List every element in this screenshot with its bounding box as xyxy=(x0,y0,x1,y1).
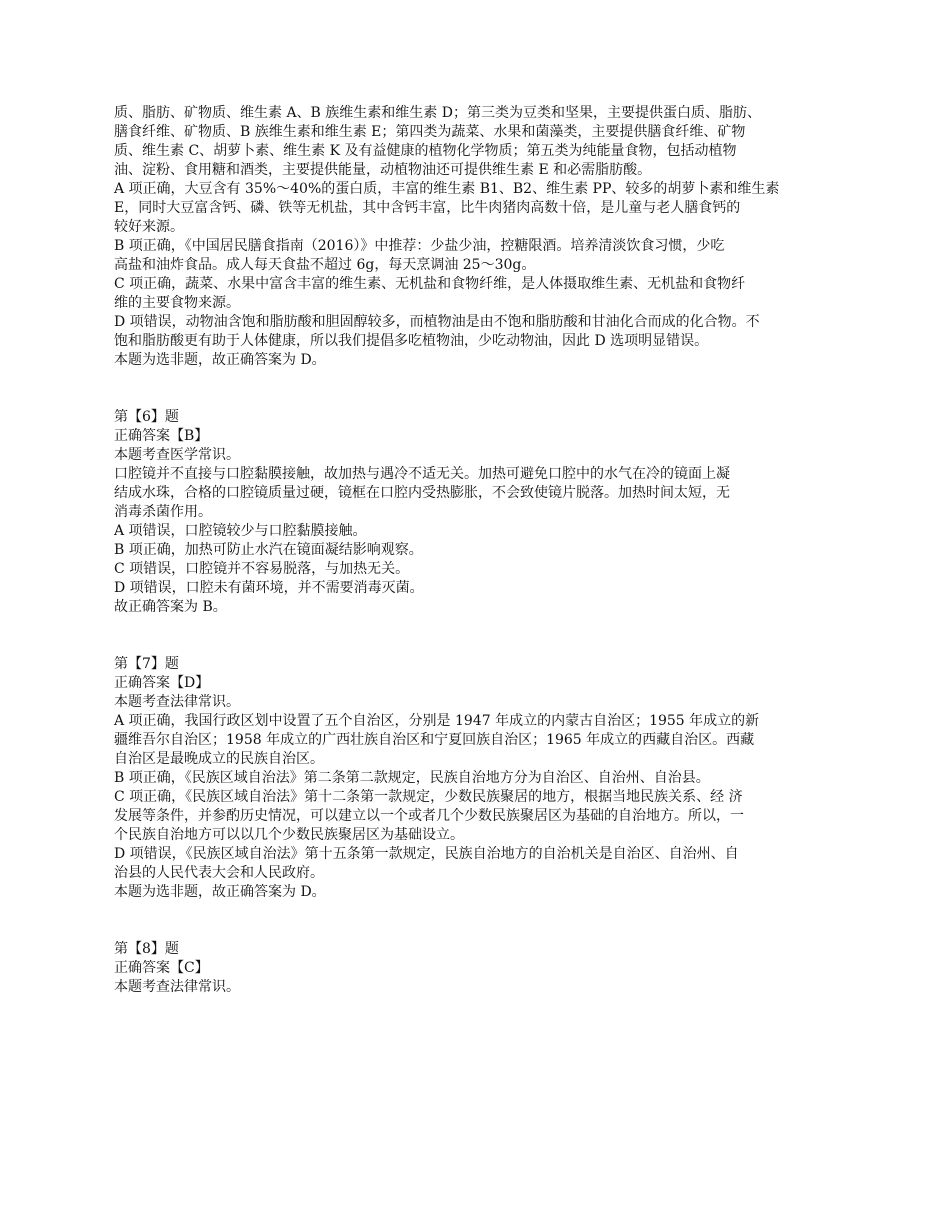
text-line: 本题考查法律常识。 xyxy=(114,694,240,710)
text-line: D 项错误，动物油含饱和脂肪酸和胆固醇较多，而植物油是由不饱和脂肪酸和甘油化合而成的化合物。不 xyxy=(114,314,760,330)
text-line: D 项错误，《民族区域自治法》第十五条第一款规定，民族自治地方的自治机关是自治区、自治州、自 xyxy=(114,846,739,862)
text-line: 故正确答案为 B。 xyxy=(114,599,227,615)
text-line: 饱和脂肪酸更有助于人体健康，所以我们提倡多吃植物油，少吃动物油，因此 D 选项明显错误。 xyxy=(114,333,709,349)
text-line: 自治区是最晚成立的民族自治区。 xyxy=(114,751,324,767)
text-line: B 项正确，《民族区域自治法》第二条第二款规定，民族自治地方分为自治区、自治州、自治县。 xyxy=(114,770,710,786)
text-line: 较好来源。 xyxy=(114,219,184,235)
text-line: D 项错误，口腔未有菌环境，并不需要消毒灭菌。 xyxy=(114,580,424,596)
text-line: 个民族自治地方可以以几个少数民族聚居区为基础设立。 xyxy=(114,827,464,843)
text-line: 疆维吾尔自治区；1958 年成立的广西壮族自治区和宁夏回族自治区；1965 年成立的西藏自治区。西藏 xyxy=(114,732,755,748)
question-title: 第【7】题 xyxy=(114,656,179,672)
text-line: 油、淀粉、食用糖和酒类，主要提供能量，动植物油还可提供维生素 E 和必需脂肪酸。 xyxy=(114,162,652,178)
text-line: A 项正确，我国行政区划中设置了五个自治区，分别是 1947 年成立的内蒙古自治区；1955 年成立的新 xyxy=(114,713,760,729)
text-line: A 项错误，口腔镜较少与口腔黏膜接触。 xyxy=(114,523,367,539)
text-line: E，同时大豆富含钙、磷、铁等无机盐，其中含钙丰富，比牛肉猪肉高数十倍，是儿童与老人膳食钙的 xyxy=(114,200,741,216)
text-line: 质、脂肪、矿物质、维生素 A、B 族维生素和维生素 D；第三类为豆类和坚果，主要提供蛋白质、脂肪、 xyxy=(114,105,761,121)
text-line: 结成水珠，合格的口腔镜质量过硬，镜框在口腔内受热膨胀，不会致使镜片脱落。加热时间太短，无 xyxy=(114,485,730,501)
text-line: 质、维生素 C、胡萝卜素、维生素 K 及有益健康的植物化学物质；第五类为纯能量食物，包括动植物 xyxy=(114,143,737,159)
text-line: 本题为选非题，故正确答案为 D。 xyxy=(114,884,326,900)
text-line: C 项错误，口腔镜并不容易脱落，与加热无关。 xyxy=(114,561,410,577)
text-line: 口腔镜并不直接与口腔黏膜接触，故加热与遇冷不适无关。加热可避免口腔中的水气在冷的镜面上凝 xyxy=(114,466,730,482)
question-title: 第【8】题 xyxy=(114,941,179,957)
question-6-section xyxy=(114,408,844,617)
text-line: C 项正确，蔬菜、水果中富含丰富的维生素、无机盐和食物纤维，是人体摄取维生素、无机盐和食物纤 xyxy=(114,276,746,292)
text-line: B 项正确，加热可防止水汽在镜面凝结影响观察。 xyxy=(114,542,423,558)
correct-answer: 正确答案【B】 xyxy=(114,428,209,444)
answer-explanation-continued xyxy=(114,104,844,370)
text-line: 发展等条件，并参酌历史情况，可以建立以一个或者几个少数民族聚居区为基础的自治地方。所以，一 xyxy=(114,808,744,824)
question-8-section xyxy=(114,940,844,997)
text-line: 本题考查医学常识。 xyxy=(114,447,240,463)
text-line: 膳食纤维、矿物质、B 族维生素和维生素 E；第四类为蔬菜、水果和菌藻类，主要提供膳食纤维、矿物 xyxy=(114,124,746,140)
correct-answer: 正确答案【D】 xyxy=(114,675,210,691)
text-line: 本题为选非题，故正确答案为 D。 xyxy=(114,352,326,368)
text-line: 消毒杀菌作用。 xyxy=(114,504,212,520)
correct-answer: 正确答案【C】 xyxy=(114,960,209,976)
question-title: 第【6】题 xyxy=(114,409,179,425)
text-line: A 项正确，大豆含有 35%～40%的蛋白质，丰富的维生素 B1、B2、维生素 PP、较多的胡萝卜素和维生素 xyxy=(114,181,780,197)
text-line: 治县的人民代表大会和人民政府。 xyxy=(114,865,324,881)
text-line: 高盐和油炸食品。成人每天食盐不超过 6g，每天烹调油 25～30g。 xyxy=(114,257,536,273)
text-line: 维的主要食物来源。 xyxy=(114,295,240,311)
question-7-section xyxy=(114,655,844,902)
text-line: 本题考查法律常识。 xyxy=(114,979,240,995)
text-line: B 项正确，《中国居民膳食指南（2016）》中推荐：少盐少油，控糖限酒。培养清淡饮食习惯，少吃 xyxy=(114,238,725,254)
document-page xyxy=(114,104,844,997)
text-line: C 项正确，《民族区域自治法》第十二条第一款规定，少数民族聚居的地方，根据当地民族关系、经 济 xyxy=(114,789,743,805)
